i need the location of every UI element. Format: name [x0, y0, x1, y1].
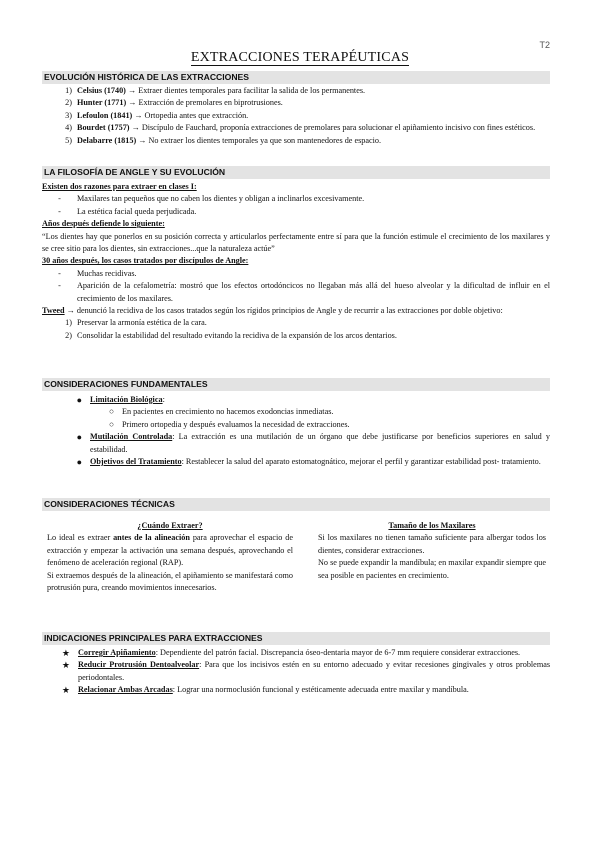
- list-item: [42, 97, 550, 109]
- item-text: Maxilares tan pequeños que no caben los dientes y obligan a inclinarlos excesivamente.: [77, 194, 365, 204]
- fundamentales-block: [42, 394, 550, 468]
- item-name: Bourdet (1757): [77, 123, 130, 133]
- list-item: [42, 317, 550, 329]
- tecnicas-right-column: [318, 520, 546, 582]
- page-tag: T2: [539, 40, 550, 50]
- item-number: 4): [65, 123, 72, 133]
- item-text: En pacientes en crecimiento no hacemos exodoncias inmediatas.: [122, 407, 334, 417]
- list-item: ● Mutilación Controlada: La extracción es una mutilación de un órgano que debe justificarse por beneficios superiores en salud y estabilidad.: [76, 432, 550, 454]
- section-heading-fundamentales: CONSIDERACIONES FUNDAMENTALES: [42, 378, 550, 391]
- mutilacion-label: Mutilación Controlada: [90, 432, 173, 442]
- star-icon: ★: [61, 660, 70, 671]
- item-text: : Lograr una normoclusión funcional y estéticamente adecuada entre maxilar y mandíbula.: [172, 685, 469, 695]
- mutilacion-text: : La extracción es una mutilación de un órgano que debe justificarse por beneficios superiores en salud y estabilidad.: [90, 432, 550, 454]
- historia-list: [42, 85, 550, 147]
- list-item: - Aparición de la cefalometría: mostró que los efectos ortodóncicos no llegaban más allá del hueso alveolar y la dificultad de influir en el crecimiento de los maxilares.: [42, 280, 550, 305]
- indicaciones-list: [42, 647, 550, 697]
- item-text: La estética facial queda perjudicada.: [77, 206, 197, 216]
- item-text: Muchas recidivas.: [77, 268, 137, 278]
- item-name: Celsius (1740): [77, 86, 126, 95]
- sub-item: ○ Primero ortopedia y después evaluamos la necesidad de extracciones.: [42, 419, 550, 431]
- list-item: [42, 110, 550, 122]
- item-text: → Discípulo de Fauchard, proponía extracciones de premolares para solucionar el apiñamiento incisivo con fines estéticos.: [131, 123, 536, 133]
- item-text: → No extraer los dientes temporales ya que son mantenedores de espacio.: [138, 135, 382, 145]
- sub-item: ○ En pacientes en crecimiento no hacemos exodoncias inmediatas.: [42, 406, 550, 418]
- left-paragraph-1: [47, 532, 293, 569]
- list-item: [42, 122, 550, 134]
- angle-quote: “Los dientes hay que ponerlos en su posición correcta y articularlos perfectamente entre sí para que la función estimule el crecimiento de los maxilares y se cree sitio para los dientes, sin extracciones...que la naturaleza actúe”: [42, 231, 550, 254]
- item-text: → Extracción de premolares en biprotrusiones.: [128, 98, 283, 108]
- item-name: Delabarre (1815): [77, 135, 137, 145]
- list-item: - La estética facial queda perjudicada.: [42, 206, 550, 218]
- filosofia-block: [42, 181, 550, 342]
- item-number: 1): [65, 318, 72, 328]
- right-paragraph-2: No se puede expandir la mandíbula; en maxilar expandir siempre que sea posible en pacientes en crecimiento.: [318, 558, 546, 580]
- limitacion-label: Limitación Biológica: [90, 395, 163, 404]
- page-title-text: EXTRACCIONES TERAPÉUTICAS: [190, 50, 410, 65]
- item-number: 5): [65, 135, 72, 145]
- item-text: → Ortopedia antes que extracción.: [134, 110, 249, 120]
- item-text: Consolidar la estabilidad del resultado evitando la recidiva de la expansión de los arcos dentarios.: [77, 330, 397, 340]
- list-item: [42, 85, 550, 97]
- section-heading-historia: EVOLUCIÓN HISTÓRICA DE LAS EXTRACCIONES: [42, 71, 550, 84]
- razones-title: Existen dos razones para extraer en clases I:: [42, 182, 197, 191]
- item-name: Hunter (1771): [77, 98, 127, 108]
- item-label: Reducir Protrusión Dentoalveolar: [78, 660, 200, 670]
- list-item: [42, 659, 550, 684]
- item-text: Preservar la armonía estética de la cara.: [77, 318, 207, 328]
- list-item: [42, 135, 550, 147]
- left-paragraph-2: Si extraemos después de la alineación, el apiñamiento se manifestará como protrusión pura, creando movimientos innecesarios.: [47, 570, 293, 593]
- list-item: [42, 330, 550, 342]
- right-column-title: Tamaño de los Maxilares: [388, 521, 476, 530]
- objetivos-text: : Restablecer la salud del aparato estomatognático, mejorar el perfil y garantizar estabilidad post- tratamiento.: [181, 457, 541, 467]
- item-number: 3): [65, 110, 72, 120]
- text-span: Lo ideal es extraer: [47, 533, 114, 543]
- item-text: : Para que los incisivos estén en su entorno adecuado y evitar recesiones gingivales y otros problemas periodontales.: [78, 660, 551, 682]
- item-text: → Extraer dientes temporales para facilitar la salida de los permanentes.: [127, 86, 366, 95]
- item-text: Aparición de la cefalometría: mostró que los efectos ortodóncicos no llegaban más allá del hueso alveolar y la dificultad de influir en el crecimiento de los maxilares.: [77, 281, 550, 303]
- item-number: 2): [65, 330, 72, 340]
- star-icon: ★: [61, 685, 70, 696]
- item-number: 2): [65, 98, 72, 108]
- list-item: [42, 647, 550, 659]
- page-title: [0, 50, 600, 66]
- tweed-name: Tweed: [42, 306, 65, 316]
- anos-title: Años después defiende lo siguiente:: [42, 219, 165, 229]
- item-number: 1): [65, 86, 72, 95]
- left-column-title: ¿Cuándo Extraer?: [137, 521, 203, 530]
- list-item: [42, 684, 550, 696]
- tweed-paragraph: [42, 305, 550, 317]
- tecnicas-left-column: [47, 520, 293, 594]
- list-item: ● Limitación Biológica:: [76, 395, 165, 405]
- item-text: : Dependiente del patrón facial. Discrepancia óseo-dentaria mayor de 6-7 mm requiere considerar extracciones.: [155, 648, 521, 657]
- item-label: Corregir Apiñamiento: [78, 648, 156, 657]
- list-item: - Muchas recidivas.: [42, 268, 550, 280]
- section-heading-tecnicas: CONSIDERACIONES TÉCNICAS: [42, 498, 550, 511]
- text-span: para aprovechar el espacio de extracción y empezar la activación una semana después, aprovechando el fenómeno de aceleración regional (RAP).: [47, 533, 293, 568]
- item-label: Relacionar Ambas Arcadas: [78, 685, 173, 695]
- treinta-title: 30 años después, los casos tratados por discípulos de Angle:: [42, 256, 249, 266]
- list-item: - Maxilares tan pequeños que no caben los dientes y obligan a inclinarlos excesivamente.: [42, 193, 550, 205]
- right-paragraph-1: Si los maxilares no tienen tamaño suficiente para albergar todos los dientes, considerar extracciones.: [318, 533, 546, 555]
- item-text: Primero ortopedia y después evaluamos la necesidad de extracciones.: [122, 419, 350, 429]
- item-name: Lefoulon (1841): [77, 110, 133, 120]
- section-heading-filosofia: LA FILOSOFÍA DE ANGLE Y SU EVOLUCIÓN: [42, 166, 550, 179]
- list-item: ● Objetivos del Tratamiento: Restablecer la salud del aparato estomatognático, mejorar el perfil y garantizar estabilidad post- tratamiento.: [76, 457, 541, 468]
- emphasis-text: antes de la alineación: [113, 533, 190, 543]
- star-icon: ★: [61, 648, 70, 658]
- tweed-text: → denunció la recidiva de los casos tratados según los rígidos principios de Angle y de recurrir a las extracciones por doble objetivo:: [66, 306, 503, 316]
- section-heading-indicaciones: INDICACIONES PRINCIPALES PARA EXTRACCIONES: [42, 632, 550, 645]
- objetivos-label: Objetivos del Tratamiento: [90, 457, 182, 467]
